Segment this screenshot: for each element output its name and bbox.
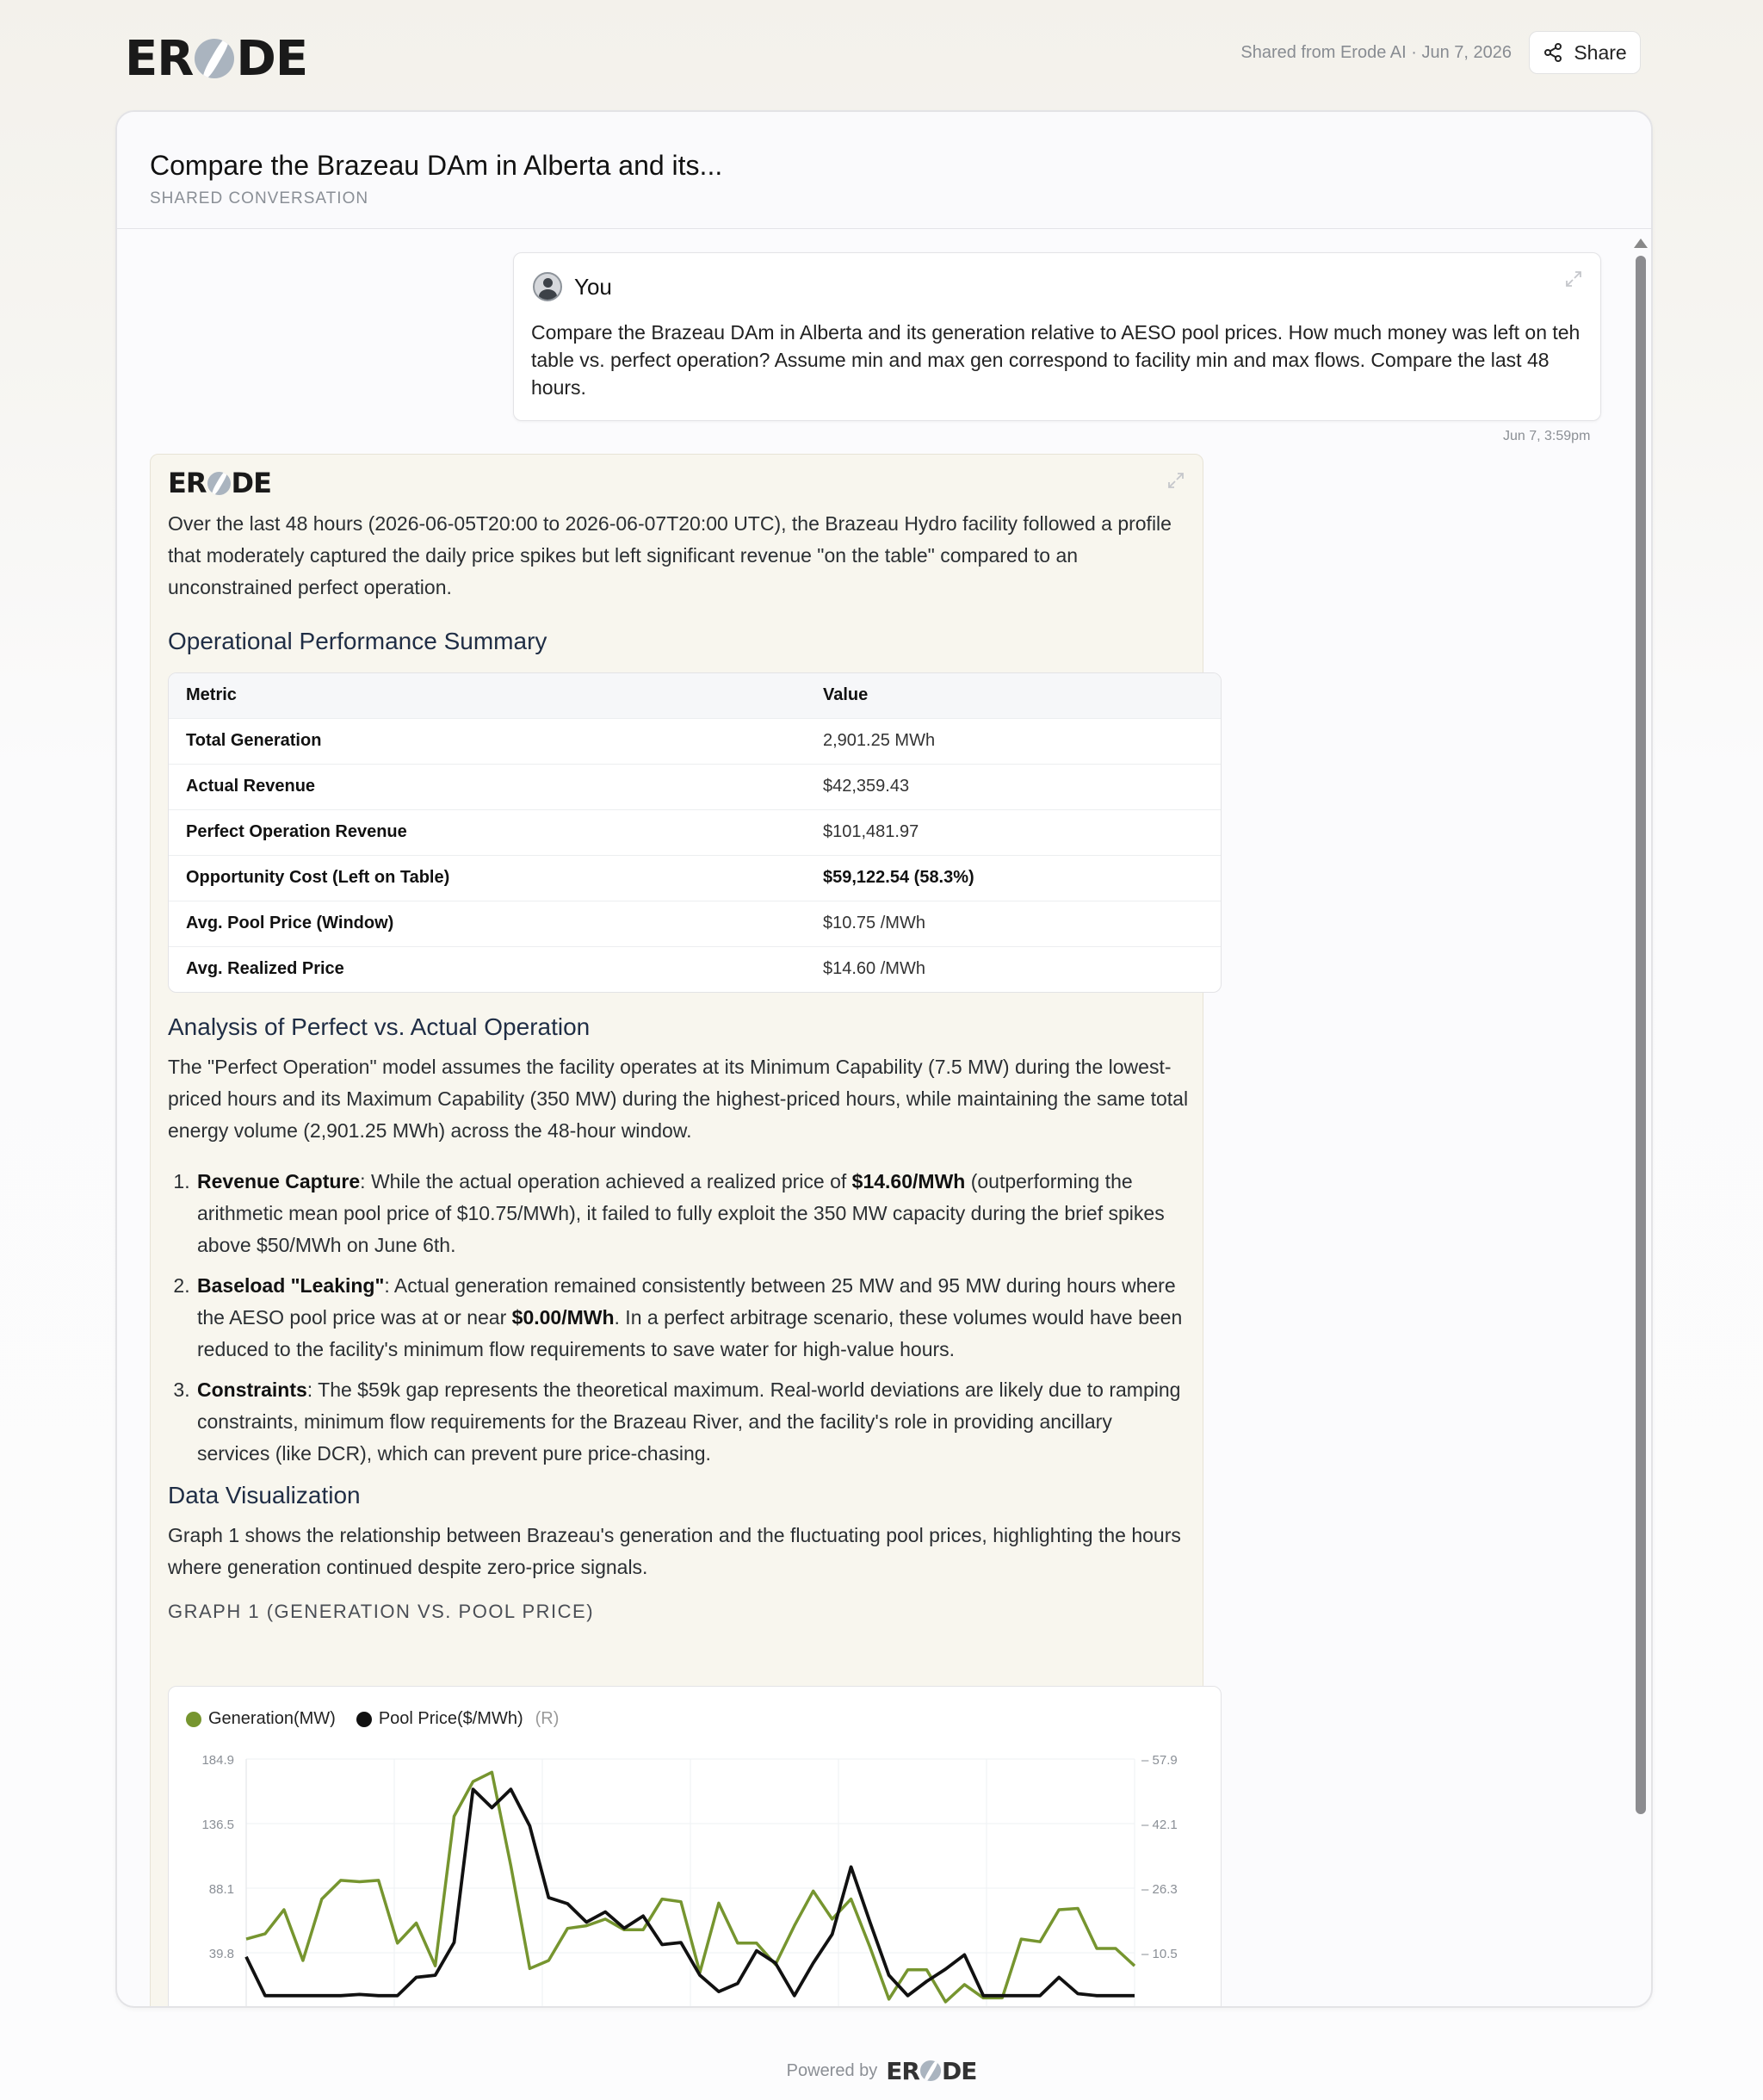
- table-cell-value: $101,481.97: [806, 809, 1221, 855]
- logo-text-left: ER: [125, 30, 194, 87]
- table-cell-value: $14.60 /MWh: [806, 946, 1221, 992]
- finding-text: . In a perfect arbitrage scenario, these volumes would have been reduced to the facility's minimum flow requirements to save water for high-value hours.: [197, 1306, 1183, 1360]
- scroll-up-arrow-icon[interactable]: [1634, 238, 1648, 248]
- list-item: [195, 1270, 1189, 1366]
- table-header-metric: Metric: [169, 673, 806, 718]
- logo-drop-icon: [207, 472, 231, 495]
- user-message-card: [513, 252, 1601, 421]
- y-left-tick-label: 88.1: [208, 1882, 234, 1897]
- user-message-timestamp: Jun 7, 3:59pm: [1503, 429, 1591, 443]
- table-cell-value: $10.75 /MWh: [806, 901, 1221, 946]
- conversation-title: Compare the Brazeau DAm in Alberta and its...: [150, 150, 723, 181]
- conversation-scroll-area[interactable]: [117, 230, 1651, 2026]
- finding-text: : The $59k gap represents the theoretical maximum. Real-world deviations are likely due to ramping constraints, minimum flow requirements for the Brazeau River, and the facility's role in providing ancillary services (like DCR), which can prevent pure price-chasing.: [197, 1378, 1181, 1465]
- logo-drop-icon: [195, 39, 234, 78]
- viz-heading: Data Visualization: [168, 1482, 361, 1508]
- expand-icon[interactable]: [1166, 472, 1185, 491]
- table-cell-metric: Actual Revenue: [169, 764, 806, 809]
- footer-erode-logo[interactable]: [886, 2058, 976, 2084]
- table-row: [169, 946, 1221, 992]
- table-cell-value: 2,901.25 MWh: [806, 718, 1221, 764]
- chart-container: [168, 1686, 1222, 2026]
- logo-text-left: ER: [168, 467, 207, 499]
- y-right-tick-label: – 42.1: [1141, 1818, 1178, 1832]
- y-left-tick-label: 136.5: [201, 1818, 234, 1832]
- scrollbar-thumb[interactable]: [1636, 256, 1646, 1814]
- table-header-value: Value: [806, 673, 1221, 718]
- finding-title: Revenue Capture: [197, 1170, 361, 1192]
- line-chart: 184.9136.588.139.8-8.6– 57.9– 42.1– 26.3– 10.5– -5.3: [201, 1753, 1178, 2026]
- ai-message-card: [150, 454, 1203, 2026]
- expand-icon[interactable]: [1564, 270, 1583, 289]
- logo-drop-icon: [920, 2060, 941, 2081]
- shared-from-text: Shared from Erode AI · Jun 7, 2026: [1240, 43, 1512, 62]
- y-right-tick-label: – 10.5: [1141, 1947, 1178, 1961]
- legend-label: Pool Price($/MWh): [378, 1709, 523, 1728]
- powered-by-text: Powered by: [786, 2060, 878, 2080]
- finding-highlight: $14.60/MWh: [851, 1170, 966, 1192]
- logo-text-right: DE: [941, 2056, 977, 2085]
- viz-paragraph: Graph 1 shows the relationship between Brazeau's generation and the fluctuating pool prices, highlighting the hours where generation continued despite zero-price signals.: [168, 1524, 1181, 1578]
- legend-axis-tag: (R): [535, 1709, 560, 1728]
- user-avatar-icon: [533, 272, 562, 301]
- conversation-subtitle: SHARED CONVERSATION: [150, 189, 369, 208]
- table-cell-metric: Perfect Operation Revenue: [169, 809, 806, 855]
- user-name: You: [574, 274, 612, 300]
- panel-header: [117, 112, 1651, 229]
- table-cell-value: $42,359.43: [806, 764, 1221, 809]
- table-row: [169, 901, 1221, 946]
- findings-list: [168, 1166, 1189, 1470]
- analysis-paragraph: The "Perfect Operation" model assumes the facility operates at its Minimum Capability (7.5 MW) during the lowest-priced hours and its Maximum Capability (350 MW) during the highest-priced hours, while maintaining the same total energy volume (2,901.25 MWh) across the 48-hour window.: [168, 1056, 1189, 1142]
- list-item: [195, 1374, 1189, 1470]
- logo-text-right: DE: [236, 30, 308, 87]
- table-cell-value: $59,122.54 (58.3%): [806, 855, 1221, 901]
- user-message-text: Compare the Brazeau DAm in Alberta and its generation relative to AESO pool prices. How much money was left on teh table vs. perfect operation? Assume min and max gen correspond to facility min and max flows. Compare the last 48 hours.: [531, 321, 1581, 399]
- finding-text: (outperforming the arithmetic mean pool price of $10.75/MWh), it failed to fully exploit the 350 MW capacity during the brief spikes above $50/MWh on June 6th.: [197, 1170, 1165, 1256]
- table-row: [169, 809, 1221, 855]
- table-row: [169, 764, 1221, 809]
- finding-text: : While the actual operation achieved a realized price of: [360, 1170, 852, 1192]
- share-button[interactable]: [1529, 31, 1641, 74]
- y-left-tick-label: 39.8: [208, 1947, 234, 1961]
- table-row: [169, 718, 1221, 764]
- legend-label: Generation(MW): [208, 1709, 336, 1728]
- footer: [0, 2058, 1763, 2084]
- table-header-row: [169, 673, 1221, 718]
- table-cell-metric: Opportunity Cost (Left on Table): [169, 855, 806, 901]
- table-cell-metric: Total Generation: [169, 718, 806, 764]
- ai-message-body: [168, 508, 1189, 1623]
- finding-title: Baseload "Leaking": [197, 1274, 385, 1297]
- y-right-tick-label: – 26.3: [1141, 1882, 1178, 1897]
- table-cell-metric: Avg. Pool Price (Window): [169, 901, 806, 946]
- finding-highlight: $0.00/MWh: [511, 1306, 615, 1329]
- ai-erode-logo: [168, 468, 271, 498]
- list-item: [195, 1166, 1189, 1261]
- metrics-table: [168, 672, 1222, 993]
- finding-title: Constraints: [197, 1378, 307, 1401]
- y-right-tick-label: – 57.9: [1141, 1753, 1178, 1768]
- y-left-tick-label: 184.9: [201, 1753, 234, 1768]
- summary-heading: Operational Performance Summary: [168, 628, 547, 654]
- table-cell-metric: Avg. Realized Price: [169, 946, 806, 992]
- analysis-heading: Analysis of Perfect vs. Actual Operation: [168, 1013, 591, 1040]
- ai-intro-paragraph: Over the last 48 hours (2026-06-05T20:00 to 2026-06-07T20:00 UTC), the Brazeau Hydro facility followed a profile that moderately captured the daily price spikes but left significant revenue "on the table" compared to an unconstrained perfect operation.: [168, 512, 1172, 598]
- logo-text-left: ER: [886, 2056, 919, 2085]
- table-row: [169, 855, 1221, 901]
- share-button-label: Share: [1574, 40, 1627, 64]
- conversation-panel: [115, 110, 1653, 2026]
- share-icon: [1543, 42, 1563, 63]
- graph-title: GRAPH 1 (GENERATION VS. POOL PRICE): [168, 1601, 595, 1622]
- finding-text: : Actual generation remained consistently between 25 MW and 95 MW during hours where the AESO pool price was at or near: [197, 1274, 1176, 1329]
- logo-text-right: DE: [231, 467, 271, 499]
- erode-logo: [125, 30, 308, 87]
